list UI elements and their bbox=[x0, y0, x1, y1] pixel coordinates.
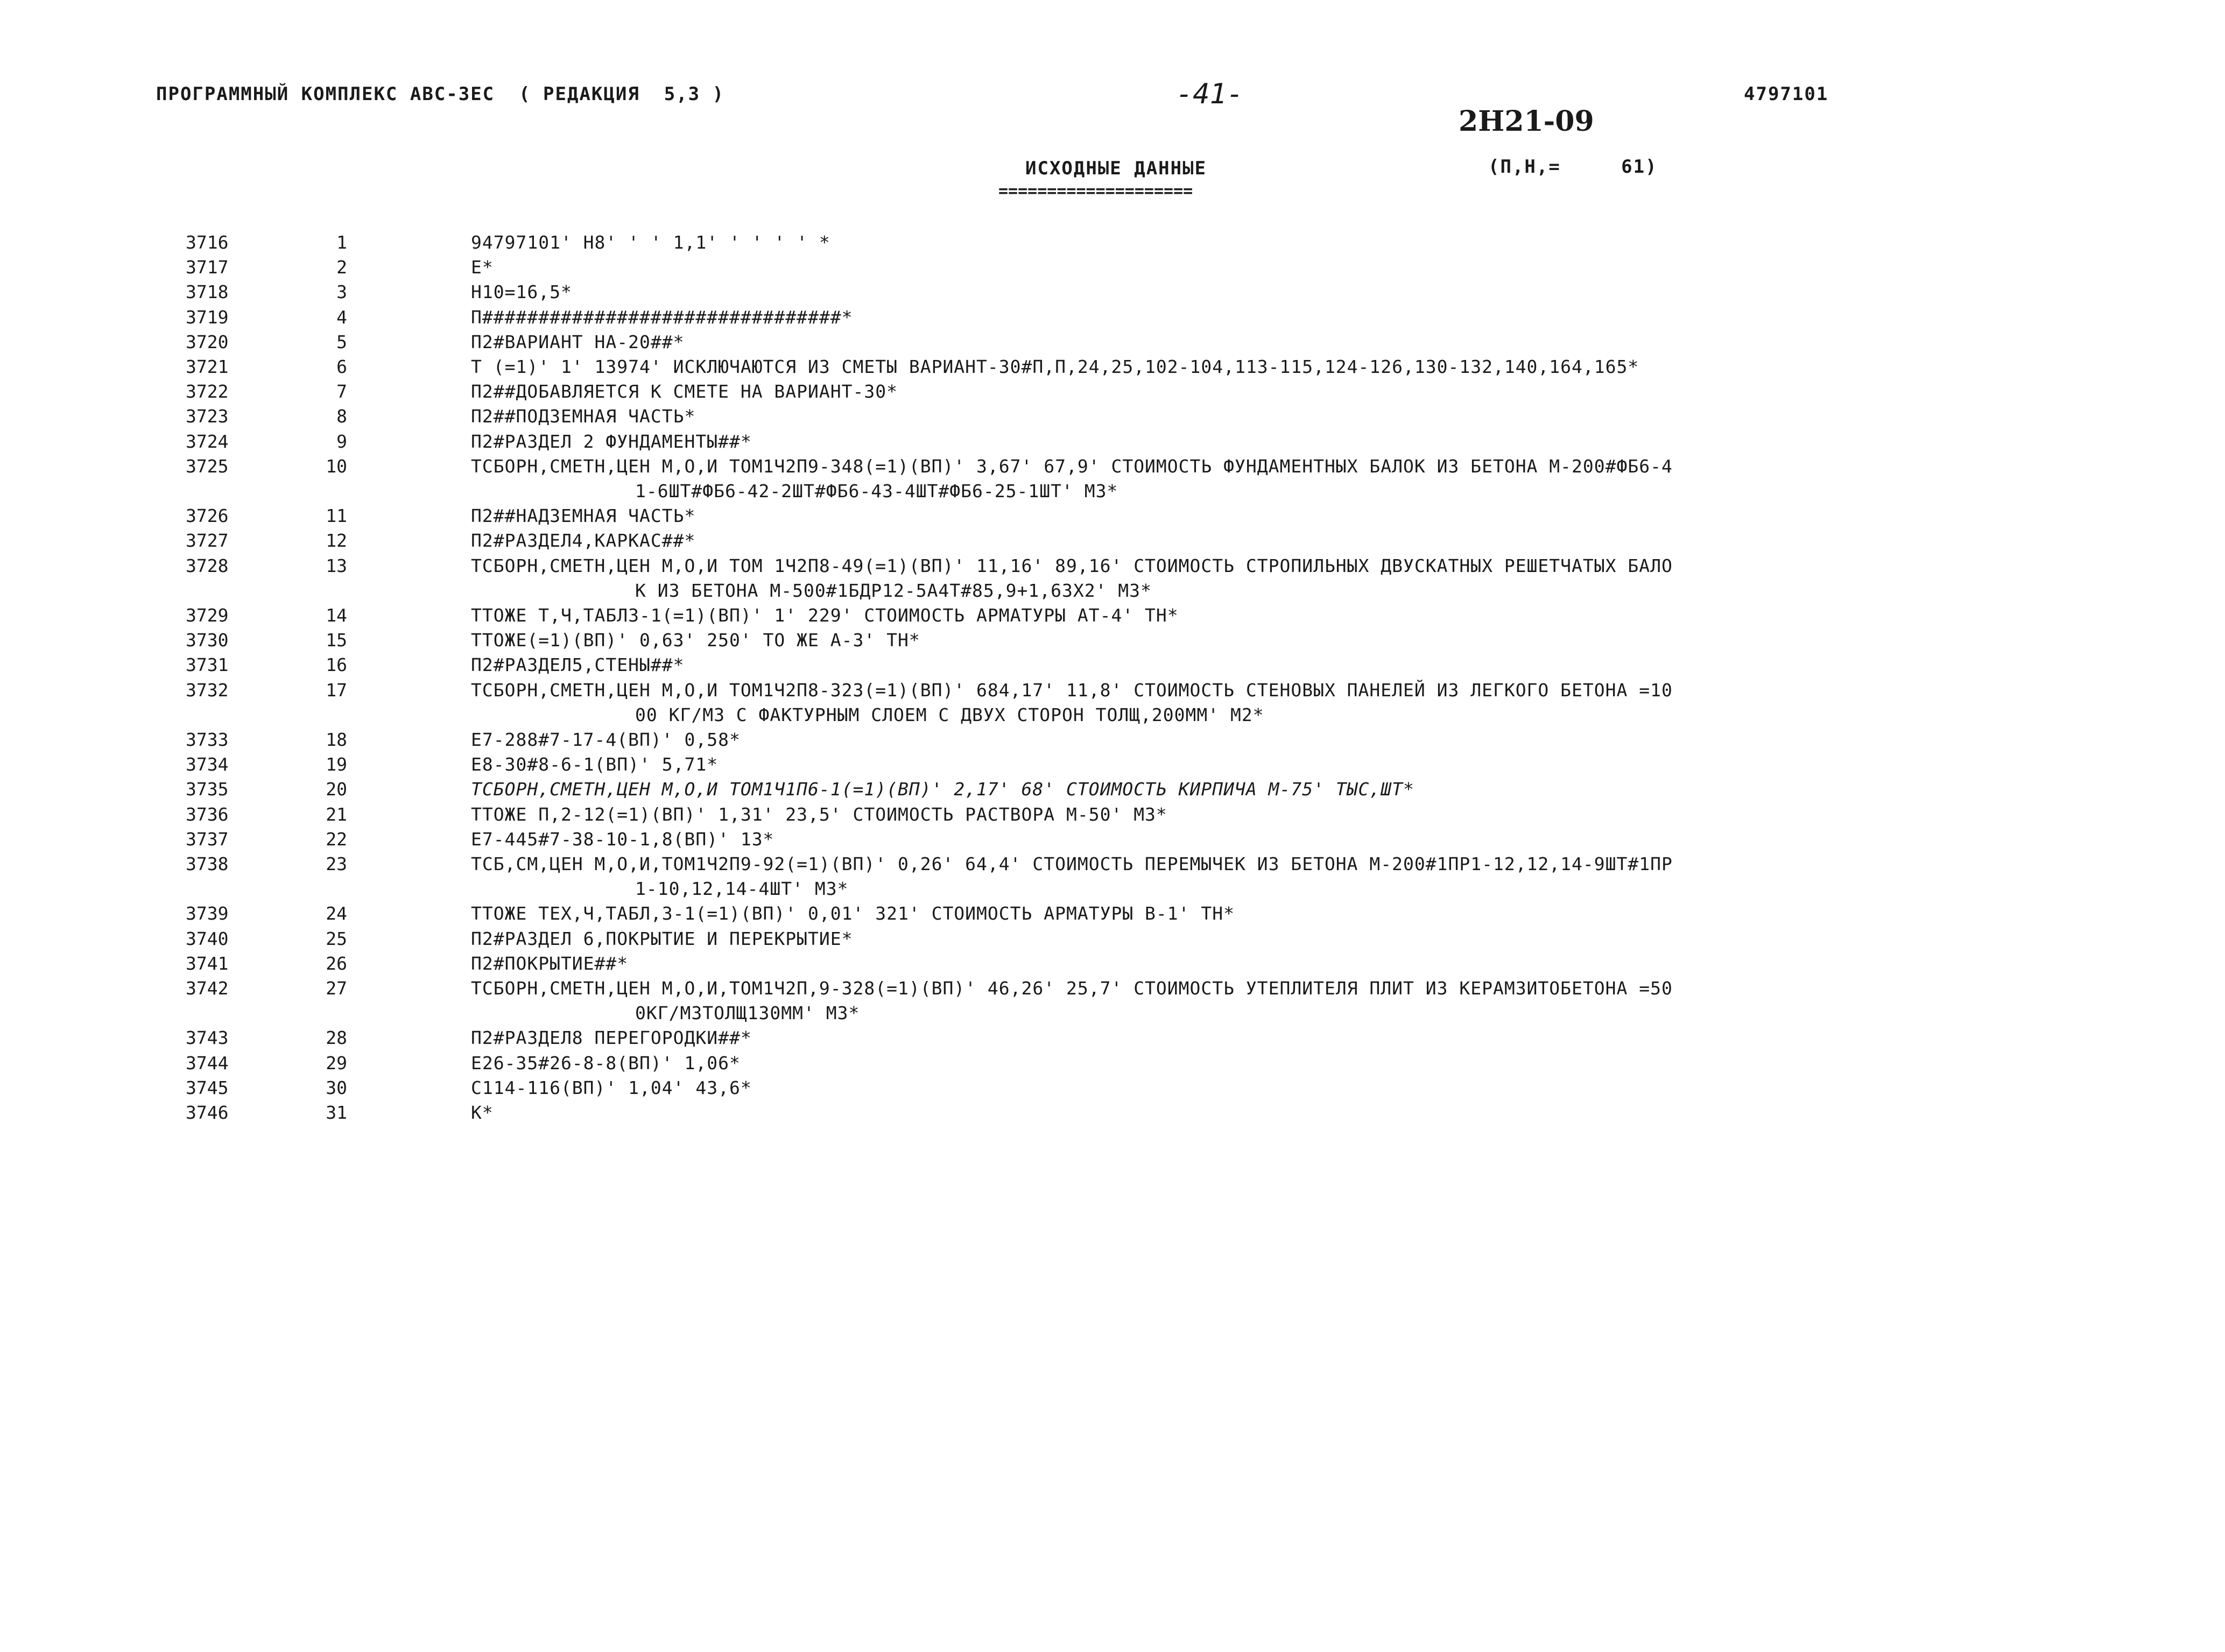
sequence-number: 15 bbox=[326, 630, 347, 651]
line-number: 3743 bbox=[186, 1027, 229, 1049]
line-number: 3744 bbox=[186, 1052, 229, 1074]
statement-text: Е7-288#7-17-4(ВП)' 0,58* bbox=[471, 729, 741, 750]
statement-continuation: К ИЗ БЕТОНА М-500#1БДР12-5А4Т#85,9+1,63Х2' М3* bbox=[635, 580, 1152, 601]
sequence-number: 12 bbox=[326, 530, 347, 552]
sequence-number: 26 bbox=[326, 952, 347, 974]
sequence-number: 28 bbox=[326, 1027, 347, 1049]
line-number: 3730 bbox=[186, 630, 229, 651]
sequence-number: 14 bbox=[326, 605, 347, 626]
statement-text: Н10=16,5* bbox=[471, 281, 572, 303]
stamp-code: 2Н21-09 bbox=[1459, 105, 1594, 138]
sequence-number: 31 bbox=[326, 1102, 347, 1123]
line-number: 3717 bbox=[186, 257, 229, 278]
statement-text: ТТОЖЕ(=1)(ВП)' 0,63' 250' ТО ЖЕ А-3' ТН* bbox=[471, 630, 920, 651]
line-number: 3736 bbox=[186, 803, 229, 825]
line-number: 3741 bbox=[186, 952, 229, 974]
sequence-number: 10 bbox=[326, 455, 347, 477]
line-number: 3723 bbox=[186, 406, 229, 427]
line-number: 3739 bbox=[186, 903, 229, 924]
statement-text: П################################* bbox=[471, 306, 853, 328]
sequence-number: 7 bbox=[336, 381, 347, 403]
line-number: 3722 bbox=[186, 381, 229, 403]
program-header: ПРОГРАММНЫЙ КОМПЛЕКС АВС-ЗЕС ( РЕДАКЦИЯ 5,3 ) bbox=[156, 83, 725, 105]
sequence-number: 3 bbox=[336, 281, 347, 303]
line-number: 3733 bbox=[186, 729, 229, 750]
sequence-number: 18 bbox=[326, 729, 347, 750]
sequence-number: 20 bbox=[326, 779, 347, 800]
statement-text: П2#РАЗДЕЛ4,КАРКАС##* bbox=[471, 530, 696, 552]
statement-text: Е8-30#8-6-1(ВП)' 5,71* bbox=[471, 754, 719, 775]
line-number: 3729 bbox=[186, 605, 229, 626]
statement-text: П2#РАЗДЕЛ 6,ПОКРЫТИЕ И ПЕРЕКРЫТИЕ* bbox=[471, 928, 853, 949]
line-number: 3716 bbox=[186, 232, 229, 253]
document-number: 4797101 bbox=[1744, 83, 1829, 105]
sequence-number: 11 bbox=[326, 505, 347, 527]
sequence-number: 19 bbox=[326, 754, 347, 775]
statement-text: 94797101' Н8' ' ' 1,1' ' ' ' ' * bbox=[471, 232, 830, 253]
line-number: 3726 bbox=[186, 505, 229, 527]
statement-text: П2#РАЗДЕЛ 2 ФУНДАМЕНТЫ##* bbox=[471, 430, 752, 452]
line-number: 3742 bbox=[186, 978, 229, 999]
line-number: 3718 bbox=[186, 281, 229, 303]
sequence-number: 24 bbox=[326, 903, 347, 924]
statement-text: ТСБ,СМ,ЦЕН М,О,И,ТОМ1Ч2П9-92(=1)(ВП)' 0,26' 64,4' СТОИМОСТЬ ПЕРЕМЫЧЕК ИЗ БЕТОНА М-200#1ПР1-12,12,14-9ШТ#1ПР bbox=[471, 853, 1673, 874]
section-title: ИСХОДНЫЕ ДАННЫЕ bbox=[1025, 158, 1207, 179]
line-number: 3732 bbox=[186, 679, 229, 701]
statement-text: Е7-445#7-38-10-1,8(ВП)' 13* bbox=[471, 828, 774, 850]
sequence-number: 6 bbox=[336, 356, 347, 377]
sequence-number: 5 bbox=[336, 331, 347, 352]
line-number: 3745 bbox=[186, 1077, 229, 1098]
statement-text: П2#ПОКРЫТИЕ##* bbox=[471, 952, 629, 974]
statement-text: ТСБОРН,СМЕТН,ЦЕН М,О,И,ТОМ1Ч2П,9-328(=1)(ВП)' 46,26' 25,7' СТОИМОСТЬ УТЕПЛИТЕЛЯ ПЛИТ ИЗ КЕРАМЗИТОБЕТОНА =50 bbox=[471, 978, 1673, 999]
sequence-number: 27 bbox=[326, 978, 347, 999]
statement-text: П2#РАЗДЕЛ5,СТЕНЫ##* bbox=[471, 654, 685, 676]
title-underline: ==================== bbox=[998, 182, 1193, 201]
line-number: 3734 bbox=[186, 754, 229, 775]
statement-text: ТТОЖЕ ТЕХ,Ч,ТАБЛ,3-1(=1)(ВП)' 0,01' 321' СТОИМОСТЬ АРМАТУРЫ В-1' ТН* bbox=[471, 903, 1235, 924]
statement-text: Е26-35#26-8-8(ВП)' 1,06* bbox=[471, 1052, 741, 1074]
sequence-number: 16 bbox=[326, 654, 347, 676]
statement-text: ТСБОРН,СМЕТН,ЦЕН М,О,И ТОМ1Ч1П6-1(=1)(ВП)' 2,17' 68' СТОИМОСТЬ КИРПИЧА М-75' ТЫС,ШТ* bbox=[471, 779, 1414, 800]
page-number-handwritten: -41- bbox=[1176, 78, 1244, 110]
statement-text: Е* bbox=[471, 257, 494, 278]
sequence-number: 21 bbox=[326, 803, 347, 825]
statement-continuation: 0КГ/М3ТОЛЩ130ММ' М3* bbox=[635, 1003, 860, 1024]
line-number: 3728 bbox=[186, 555, 229, 576]
statement-text: Т (=1)' 1' 13974' ИСКЛЮЧАЮТСЯ ИЗ СМЕТЫ ВАРИАНТ-30#П,П,24,25,102-104,113-115,124-126,130-132,140,164,165* bbox=[471, 356, 1639, 377]
statement-text: К* bbox=[471, 1102, 494, 1123]
statement-continuation: 00 КГ/М3 С ФАКТУРНЫМ СЛОЕМ С ДВУХ СТОРОН ТОЛЩ,200ММ' М2* bbox=[635, 704, 1264, 725]
sequence-number: 25 bbox=[326, 928, 347, 949]
statement-text: П2##НАДЗЕМНАЯ ЧАСТЬ* bbox=[471, 505, 696, 527]
sequence-number: 13 bbox=[326, 555, 347, 576]
sequence-number: 2 bbox=[336, 257, 347, 278]
sequence-number: 8 bbox=[336, 406, 347, 427]
statement-text: П2##ПОДЗЕМНАЯ ЧАСТЬ* bbox=[471, 406, 696, 427]
line-number: 3724 bbox=[186, 430, 229, 452]
sequence-number: 17 bbox=[326, 679, 347, 701]
page-counter: (П,Н,= 61) bbox=[1488, 156, 1658, 178]
line-number: 3725 bbox=[186, 455, 229, 477]
statement-text: ТСБОРН,СМЕТН,ЦЕН М,О,И ТОМ1Ч2П9-348(=1)(ВП)' 3,67' 67,9' СТОИМОСТЬ ФУНДАМЕНТНЫХ БАЛОК ИЗ БЕТОНА М-200#ФБ6-4 bbox=[471, 455, 1673, 477]
line-number: 3727 bbox=[186, 530, 229, 552]
line-number: 3720 bbox=[186, 331, 229, 352]
line-number: 3737 bbox=[186, 828, 229, 850]
statement-continuation: 1-6ШТ#ФБ6-42-2ШТ#ФБ6-43-4ШТ#ФБ6-25-1ШТ' М3* bbox=[635, 481, 1118, 502]
statement-text: П2##ДОБАВЛЯЕТСЯ К СМЕТЕ НА ВАРИАНТ-30* bbox=[471, 381, 898, 403]
statement-text: ТСБОРН,СМЕТН,ЦЕН М,О,И ТОМ 1Ч2П8-49(=1)(ВП)' 11,16' 89,16' СТОИМОСТЬ СТРОПИЛЬНЫХ ДВУСКАТНЫХ РЕШЕТЧАТЫХ БАЛО bbox=[471, 555, 1673, 576]
statement-continuation: 1-10,12,14-4ШТ' М3* bbox=[635, 878, 849, 900]
statement-text: ТТОЖЕ Т,Ч,ТАБЛ3-1(=1)(ВП)' 1' 229' СТОИМОСТЬ АРМАТУРЫ АТ-4' ТН* bbox=[471, 605, 1179, 626]
line-number: 3735 bbox=[186, 779, 229, 800]
line-number: 3738 bbox=[186, 853, 229, 874]
statement-text: П2#РАЗДЕЛ8 ПЕРЕГОРОДКИ##* bbox=[471, 1027, 752, 1049]
sequence-number: 1 bbox=[336, 232, 347, 253]
sequence-number: 22 bbox=[326, 828, 347, 850]
line-number: 3719 bbox=[186, 306, 229, 328]
sequence-number: 30 bbox=[326, 1077, 347, 1098]
line-number: 3721 bbox=[186, 356, 229, 377]
line-number: 3740 bbox=[186, 928, 229, 949]
statement-text: ТТОЖЕ П,2-12(=1)(ВП)' 1,31' 23,5' СТОИМОСТЬ РАСТВОРА М-50' М3* bbox=[471, 803, 1167, 825]
sequence-number: 29 bbox=[326, 1052, 347, 1074]
statement-text: П2#ВАРИАНТ НА-20##* bbox=[471, 331, 685, 352]
statement-text: С114-116(ВП)' 1,04' 43,6* bbox=[471, 1077, 752, 1098]
line-number: 3731 bbox=[186, 654, 229, 676]
sequence-number: 9 bbox=[336, 430, 347, 452]
sequence-number: 4 bbox=[336, 306, 347, 328]
sequence-number: 23 bbox=[326, 853, 347, 874]
line-number: 3746 bbox=[186, 1102, 229, 1123]
statement-text: ТСБОРН,СМЕТН,ЦЕН М,О,И ТОМ1Ч2П8-323(=1)(ВП)' 684,17' 11,8' СТОИМОСТЬ СТЕНОВЫХ ПАНЕЛЕЙ ИЗ ЛЕГКОГО БЕТОНА =10 bbox=[471, 679, 1673, 701]
